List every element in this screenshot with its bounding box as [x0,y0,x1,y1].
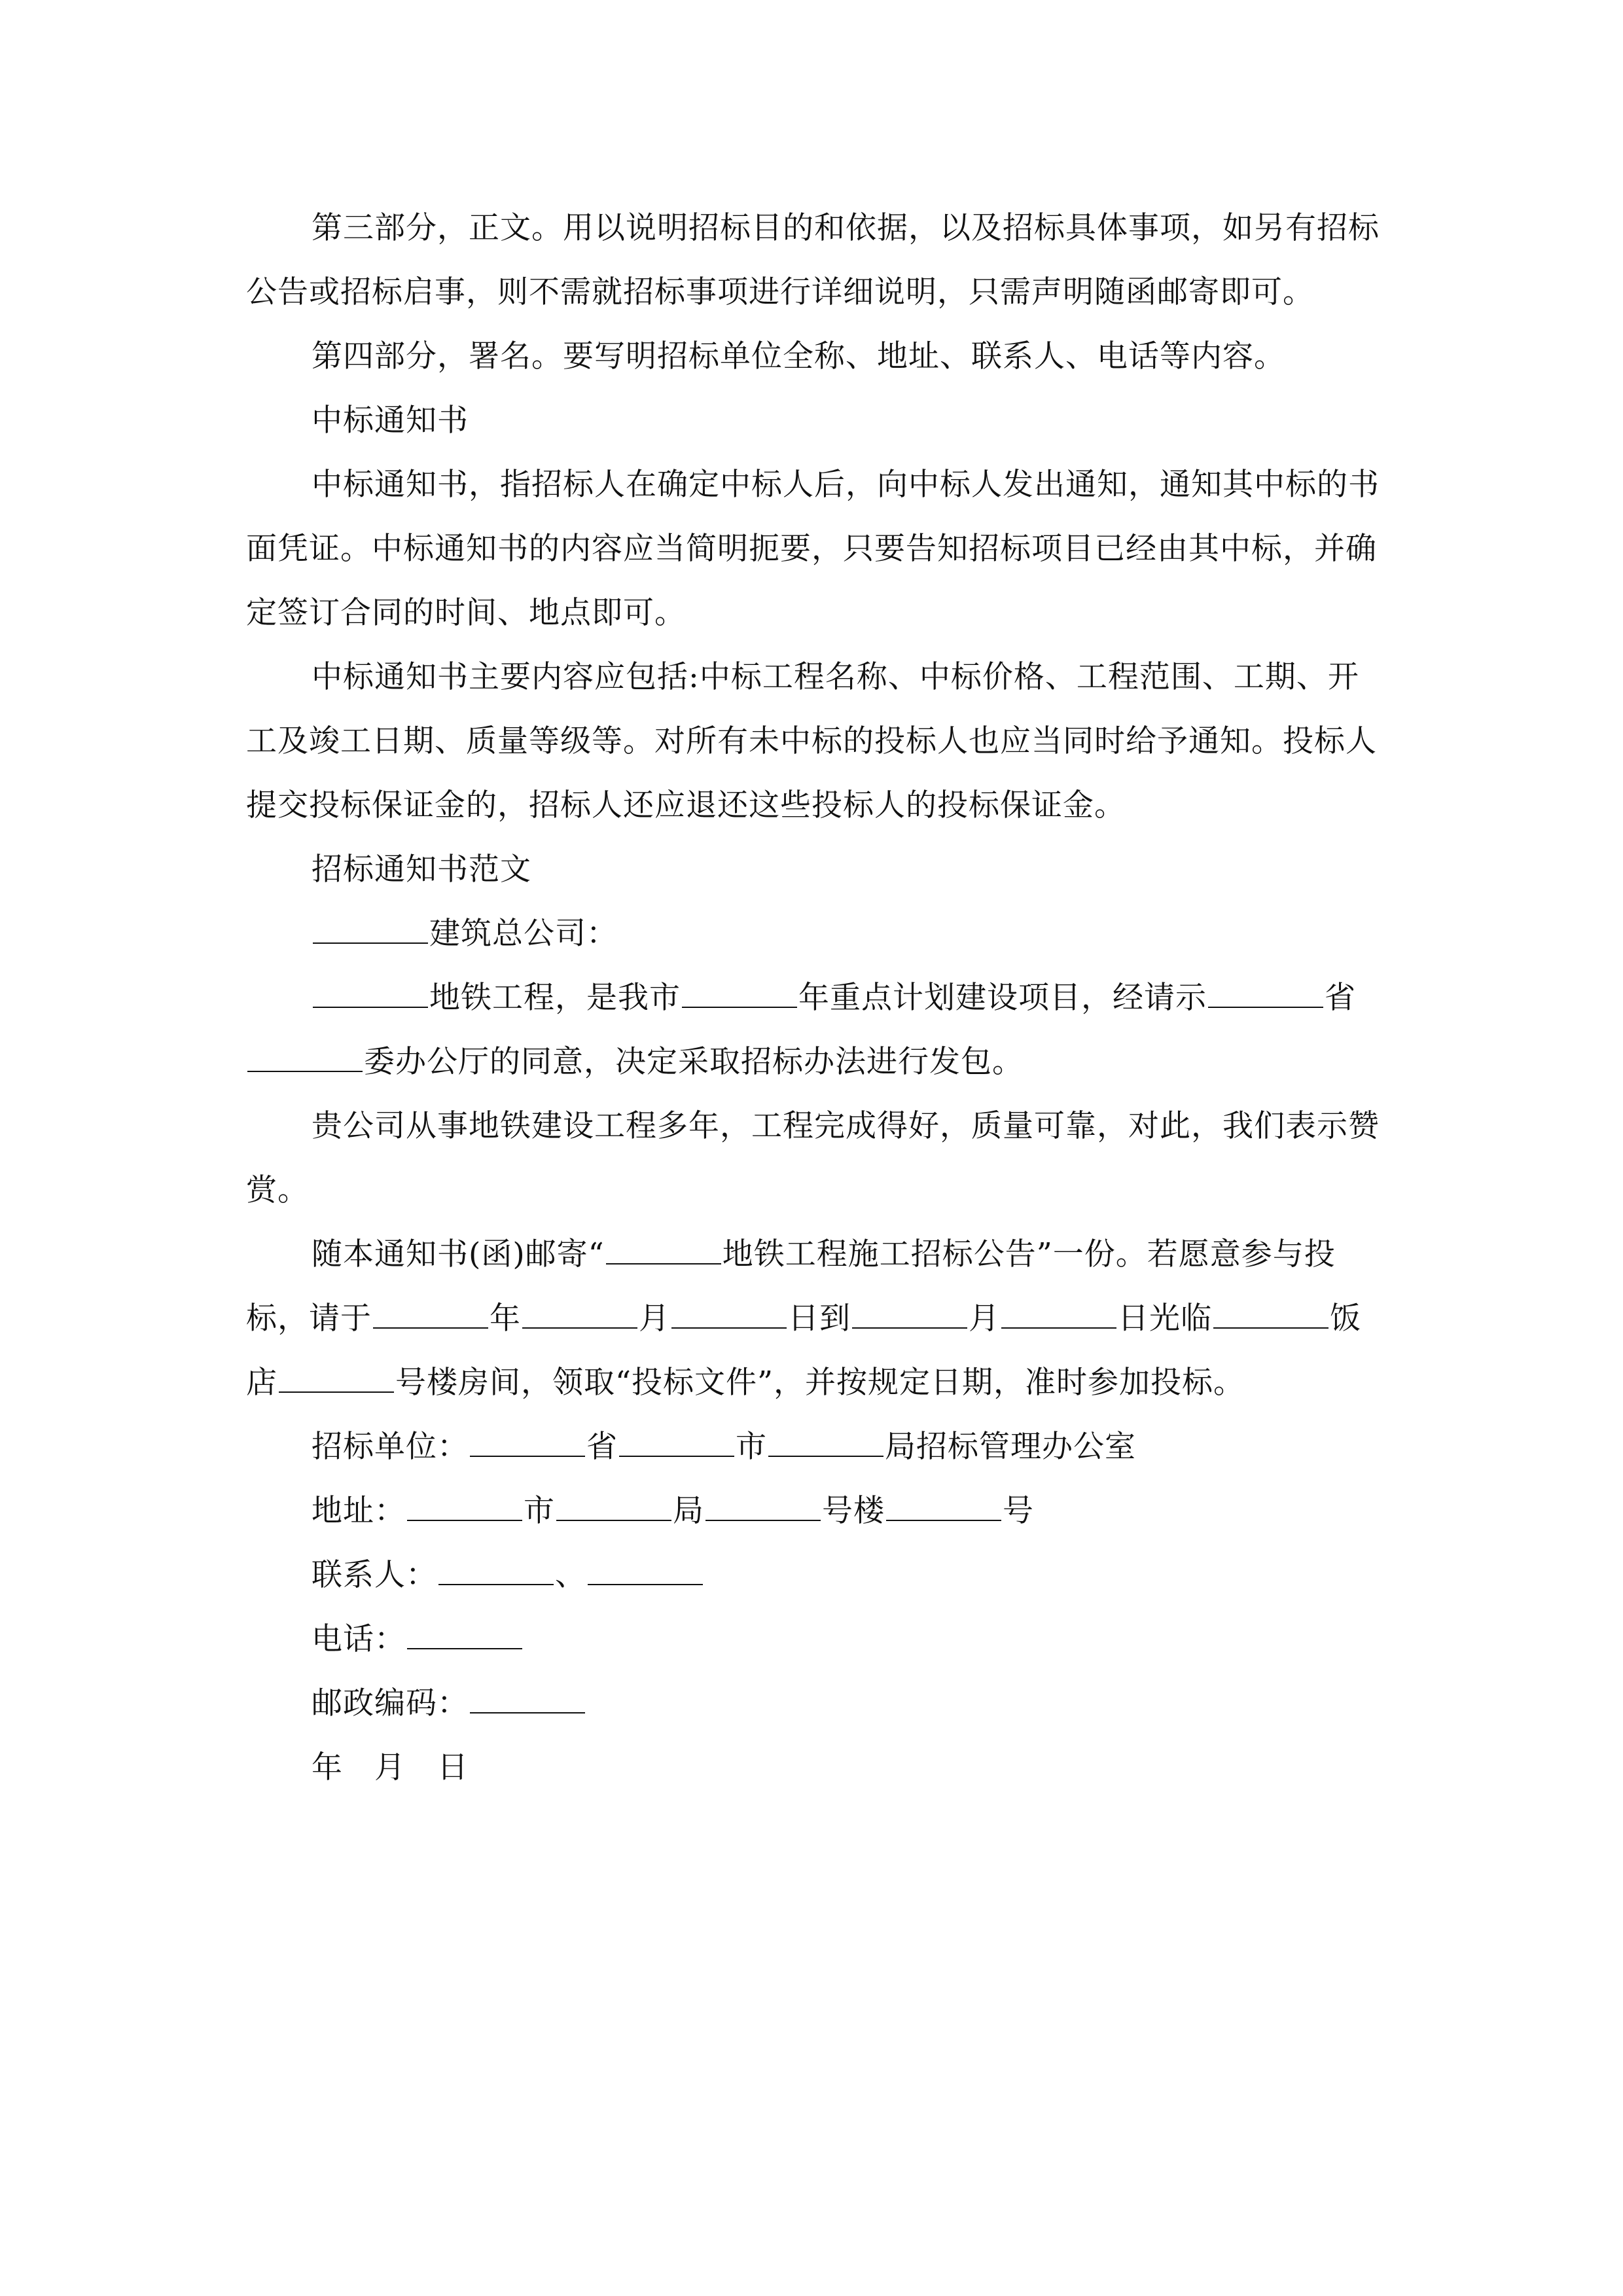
address-text-4: 号 [1003,1493,1034,1529]
unit-text-3: 局招标管理办公室 [885,1429,1136,1465]
body1-text-4: 委办公厅的同意，决定采取招标办法进行发包。 [364,1044,1024,1080]
fill-blank [1001,1327,1116,1329]
body3-text-4: 月 [639,1300,670,1336]
fill-blank [247,1070,363,1072]
fill-blank [556,1519,671,1521]
unit-text-1: 省 [586,1429,618,1465]
body3-text-1: 随本通知书(函)邮寄“ [312,1236,605,1272]
body3-text-6: 月 [969,1300,1000,1336]
address-text-3: 号楼 [822,1493,885,1529]
body3-text-7: 日光临 [1118,1300,1212,1336]
letter-body-praise: 贵公司从事地铁建设工程多年，工程完成得好，质量可靠，对此，我们表示赞赏。 [246,1108,1380,1208]
fill-blank [279,1391,394,1393]
letter-body-project [246,966,1383,1094]
address-label: 地址： [312,1493,406,1529]
fill-blank [1208,1006,1323,1008]
fill-blank [313,1006,428,1008]
address-text-1: 市 [524,1493,555,1529]
paragraph-body-part: 第三部分，正文。用以说明招标目的和依据，以及招标具体事项，如另有招标公告或招标启事，则不需就招标事项进行详细说明，只需声明随函邮寄即可。 [246,210,1380,310]
sign-unit-line [246,1415,1383,1479]
fill-blank [682,1006,797,1008]
sign-phone-line [246,1607,1383,1672]
fill-blank [852,1327,967,1329]
body3-text-9: 号楼房间，领取“投标文件”，并按规定日期，准时参加投标。 [395,1365,1245,1401]
fill-blank [522,1327,637,1329]
salutation-text: 建筑总公司： [429,916,618,952]
body3-text-2: 地铁工程施工招标公告”一份。若愿意参与投标，请于 [246,1236,1336,1336]
body1-text-3: 省 [1325,980,1356,1016]
paragraph-award-notice-definition: 中标通知书，指招标人在确定中标人后，向中标人发出通知，通知其中标的书面凭证。中标通知书的内容应当简明扼要，只要告知招标项目已经由其中标，并确定签订合同的时间、地点即可。 [246,467,1380,631]
document-body [246,196,1383,1800]
body3-text-3: 年 [490,1300,521,1336]
body1-text-1: 地铁工程，是我市 [429,980,681,1016]
letter-body-invitation [246,1223,1383,1415]
fill-blank [407,1647,522,1649]
fill-blank [407,1519,522,1521]
sign-contact-line [246,1543,1383,1607]
postcode-label: 邮政编码： [312,1685,469,1721]
fill-blank [619,1455,734,1457]
unit-label: 招标单位： [312,1429,469,1465]
fill-blank [313,942,428,944]
sign-postcode-line [246,1672,1383,1736]
contact-separator: 、 [555,1557,586,1593]
body3-text-5: 日到 [788,1300,851,1336]
body1-text-2: 年重点计划建设项目，经请示 [798,980,1207,1016]
fill-blank [705,1519,821,1521]
fill-blank [1213,1327,1329,1329]
contact-label: 联系人： [312,1557,437,1593]
heading-award-notice: 中标通知书 [312,403,469,439]
fill-blank [373,1327,488,1329]
body3-text-8: 饭店 [246,1300,1361,1401]
paragraph-signature-part: 第四部分，署名。要写明招标单位全称、地址、联系人、电话等内容。 [312,338,1285,374]
address-text-2: 局 [673,1493,704,1529]
fill-blank [438,1583,554,1585]
sign-address-line [246,1479,1383,1543]
fill-blank [768,1455,883,1457]
unit-text-2: 市 [736,1429,767,1465]
fill-blank [470,1455,585,1457]
fill-blank [606,1263,721,1265]
fill-blank [588,1583,703,1585]
sign-date-line: 年 月 日 [312,1749,469,1785]
fill-blank [671,1327,787,1329]
phone-label: 电话： [312,1621,406,1657]
heading-sample-letter: 招标通知书范文 [312,852,531,888]
fill-blank [470,1712,585,1713]
letter-salutation [246,902,1383,966]
paragraph-award-notice-contents: 中标通知书主要内容应包括:中标工程名称、中标价格、工程范围、工期、开工及竣工日期、质量等级等。对所有未中标的投标人也应当同时给予通知。投标人提交投标保证金的，招标人还应退还这些投标人的投标保证金。 [246,659,1377,823]
fill-blank [886,1519,1001,1521]
